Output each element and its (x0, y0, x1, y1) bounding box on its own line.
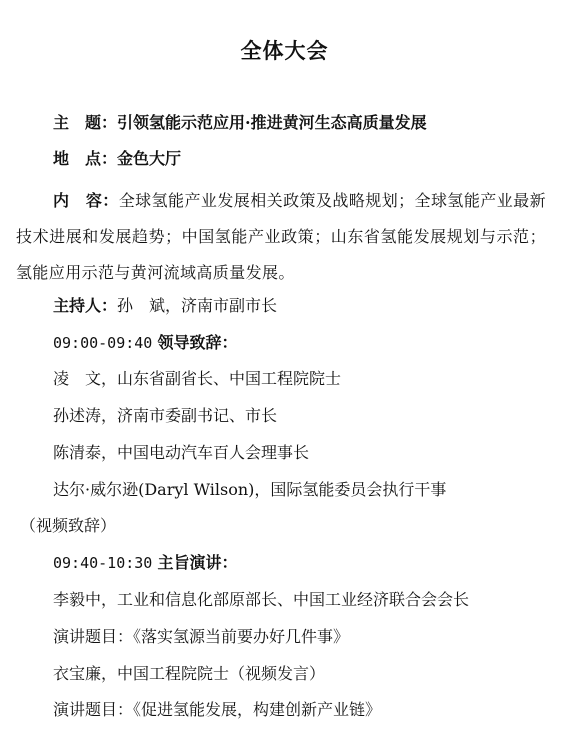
speaker-line: 陈清泰，中国电动汽车百人会理事长 (53, 443, 310, 462)
keynote-line: 演讲题目：《落实氢源当前要办好几件事》 (53, 627, 350, 646)
venue-text: 金色大厅 (117, 149, 182, 168)
keynote-line: 演讲题目：《促进氢能发展，构建创新产业链》 (53, 700, 382, 719)
theme-label: 主 题： (53, 113, 118, 132)
keynote-line: 衣宝廉，中国工程院院士（视频发言） (53, 664, 326, 683)
content-text: 全球氢能产业发展相关政策及战略规划；全球氢能产业最新技术进展和发展趋势；中国氢能产业政策；山东省氢能发展规划与示范；氢能应用示范与黄河流域高质量发展。 (16, 191, 546, 282)
host-label: 主持人： (53, 296, 118, 315)
speaker-line: 达尔·威尔逊(Daryl Wilson)，国际氢能委员会执行干事 (53, 480, 447, 499)
venue-label: 地 点： (53, 149, 118, 168)
session1-heading (0, 331, 569, 355)
host-line (0, 294, 569, 318)
session2-heading (0, 551, 569, 575)
host-text: 孙 斌，济南市副市长 (117, 296, 278, 315)
speaker-line: 凌 文，山东省副省长、中国工程院院士 (53, 369, 342, 388)
speaker-line: 孙述涛，济南市委副书记、市长 (53, 406, 278, 425)
session2-time: 09:40-10:30 (53, 554, 153, 572)
theme-line (0, 111, 569, 135)
content-label: 内 容： (53, 191, 119, 210)
page-title: 全体大会 (240, 38, 329, 63)
speaker-note: （视频致辞） (20, 516, 117, 535)
keynote-line: 李毅中，工业和信息化部原部长、中国工业经济联合会会长 (53, 590, 470, 609)
content-paragraph (16, 183, 546, 291)
session2-name: 主旨演讲： (157, 553, 238, 572)
theme-text: 引领氢能示范应用·推进黄河生态高质量发展 (117, 113, 427, 132)
session1-name: 领导致辞： (157, 333, 238, 352)
session1-time: 09:00-09:40 (53, 334, 153, 352)
venue-line (0, 147, 569, 171)
